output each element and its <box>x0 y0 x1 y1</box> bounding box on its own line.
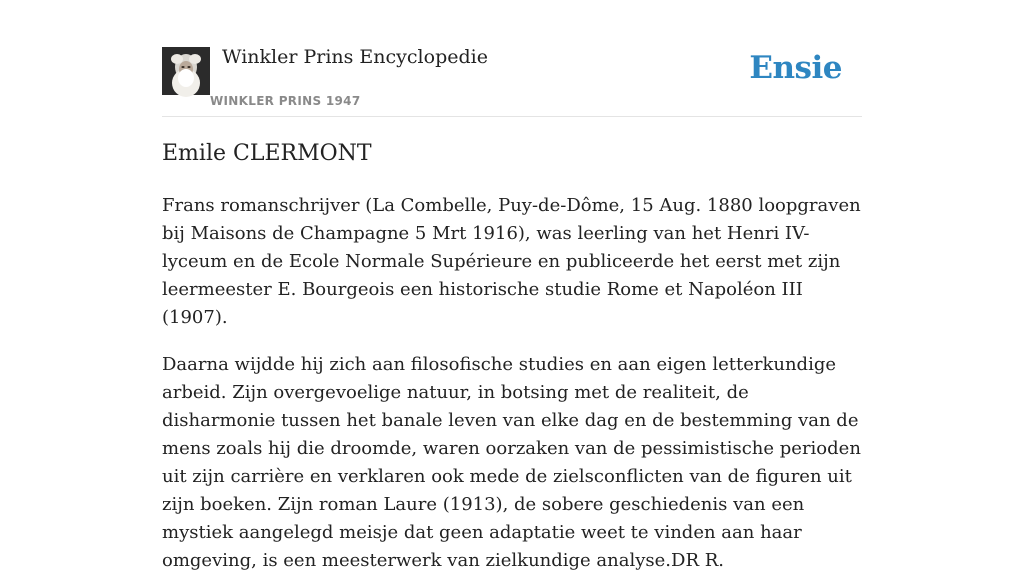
brand-logo[interactable]: Ensie <box>749 50 842 86</box>
article-title: Emile CLERMONT <box>162 141 372 166</box>
source-subtitle[interactable]: WINKLER PRINS 1947 <box>210 94 361 108</box>
portrait-avatar-icon[interactable] <box>162 47 210 95</box>
article-paragraph: Daarna wijdde hij zich aan filosofische studies en aan eigen letterkundige arbeid. Zijn overgevoelige natuur, in botsing met de realiteit, de disharmonie tussen het banale leven van elke dag en de bestemming van de mens zoals hij die droomde, waren oorzaken van de pessimistische perioden uit zijn carrière en verklaren ook mede de zielsconflicten van de figuren uit zijn boeken. Zijn roman Laure (1913), de sobere geschiedenis van een mystiek aangelegd meisje dat geen adaptatie weet te vinden aan haar omgeving, is een meesterwerk van zielkundige analyse.DR R. <box>162 354 861 571</box>
source-header <box>162 40 862 117</box>
article-paragraph: Frans romanschrijver (La Combelle, Puy-de-Dôme, 15 Aug. 1880 loopgraven bij Maisons de Champagne 5 Mrt 1916), was leerling van het Henri IV-lyceum en de Ecole Normale Supérieure en publiceerde het eerst met zijn leermeester E. Bourgeois een historische studie Rome et Napoléon III (1907). <box>162 195 861 328</box>
source-title[interactable]: Winkler Prins Encyclopedie <box>222 46 488 68</box>
article-content <box>162 138 862 575</box>
